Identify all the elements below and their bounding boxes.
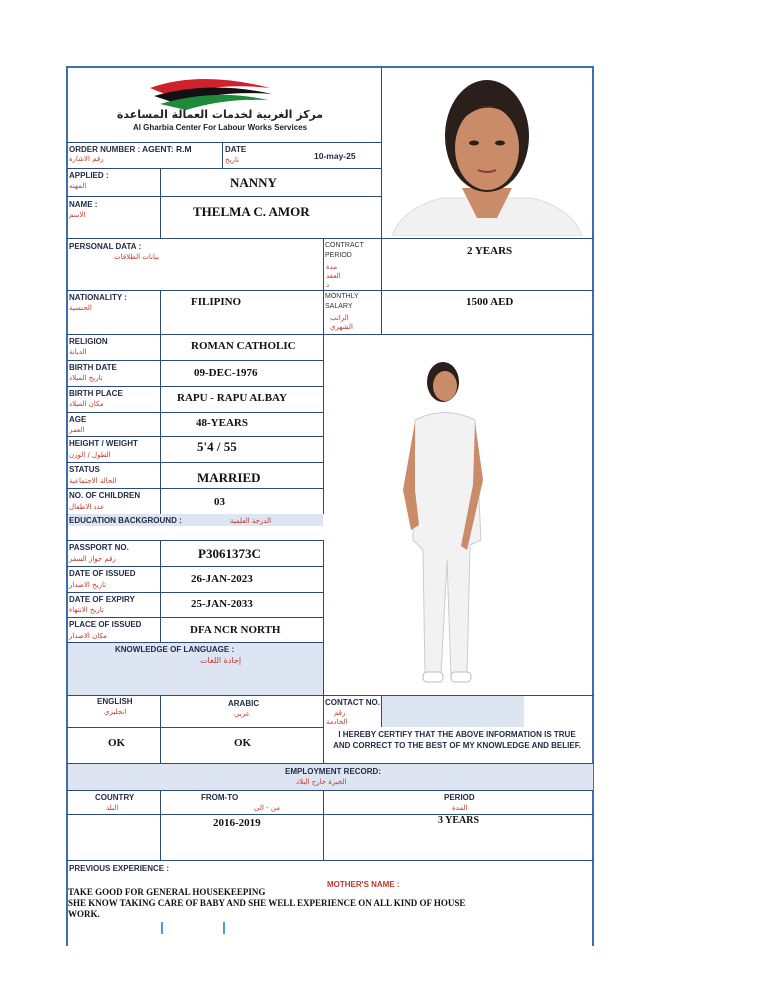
issue-date-label: DATE OF ISSUED	[69, 569, 136, 578]
language-label: KNOWLEDGE OF LANGUAGE :	[115, 645, 235, 654]
arabic-label-ar: عربي	[234, 710, 250, 718]
religion-value: ROMAN CATHOLIC	[191, 340, 296, 352]
salary-label-1: MONTHLY	[325, 293, 359, 300]
status-label: STATUS	[69, 465, 100, 474]
contract-label-ar-2: العقد	[326, 272, 341, 280]
issue-place-label: PLACE OF ISSUED	[69, 620, 142, 629]
order-number-value: AGENT: R.M	[142, 144, 192, 154]
english-label: ENGLISH	[97, 697, 133, 706]
children-value: 03	[214, 496, 225, 508]
salary-label-2: SALARY	[325, 303, 353, 310]
contract-label-2: PERIOD	[325, 252, 352, 259]
passport-no-label-ar: رقم جواز السفر	[69, 555, 116, 563]
contact-label: CONTACT NO.	[325, 698, 380, 707]
order-number-label: ORDER NUMBER :	[69, 145, 141, 154]
applied-value: NANNY	[230, 175, 277, 190]
name-label: NAME :	[69, 200, 98, 209]
from-to-label: FROM-TO	[201, 793, 239, 802]
passport-no-label: PASSPORT NO.	[69, 543, 129, 552]
birth-date-value: 09-DEC-1976	[194, 367, 258, 379]
previous-experience-label: PREVIOUS EXPERIENCE :	[69, 864, 170, 873]
date-label: DATE	[225, 145, 247, 154]
english-value: OK	[108, 737, 126, 749]
portrait-photo	[382, 68, 592, 236]
certification-text: I HEREBY CERTIFY THAT THE ABOVE INFORMATION IS TRUE AND CORRECT TO THE BEST OF MY KNOWLEDGE AND BELIEF.	[333, 730, 581, 750]
country-label-ar: البلد	[106, 804, 119, 812]
age-value: 48-YEARS	[196, 417, 248, 429]
issue-date-value: 26-JAN-2023	[191, 573, 253, 585]
applied-label: APPLIED :	[69, 171, 109, 180]
children-label-ar: عدد الاطفال	[69, 503, 105, 511]
personal-data-label-ar: بيانات الطلاقات	[114, 253, 160, 261]
status-label-ar: الحالة الاجتماعية	[69, 477, 117, 485]
passport-no-value: P3061373C	[198, 546, 261, 561]
birth-date-label: BIRTH DATE	[69, 363, 117, 372]
nationality-label-ar: الجنسية	[69, 304, 92, 312]
mothers-name-label: MOTHER'S NAME :	[327, 880, 400, 889]
salary-label-ar-1: الراتب	[330, 314, 349, 322]
expiry-date-label: DATE OF EXPIRY	[69, 595, 135, 604]
language-label-ar: إجادة اللغات	[200, 656, 242, 665]
religion-label-ar: الديانة	[69, 348, 87, 356]
expiry-date-value: 25-JAN-2033	[191, 598, 253, 610]
status-value: MARRIED	[197, 470, 261, 485]
education-label: EDUCATION BACKGROUND :	[69, 516, 182, 525]
experience-line-1: TAKE GOOD FOR GENERAL HOUSEKEEPING	[68, 887, 266, 897]
name-value: THELMA C. AMOR	[193, 204, 310, 219]
expiry-date-label-ar: تاريخ الانتهاء	[69, 606, 104, 614]
applied-label-ar: المهنه	[69, 182, 87, 190]
from-to-label-ar: من - الى	[254, 804, 280, 812]
order-number-label-ar: رقم الاشارة	[69, 155, 104, 163]
name-label-ar: الاسم	[69, 211, 86, 219]
personal-data-label: PERSONAL DATA :	[69, 242, 142, 251]
religion-label: RELIGION	[69, 337, 108, 346]
experience-line-2: SHE KNOW TAKING CARE OF BABY AND SHE WELL EXPERIENCE ON ALL KIND OF HOUSE	[68, 898, 466, 908]
birth-date-label-ar: تاريخ الميلاد	[69, 374, 103, 382]
center-name-arabic: مركز الغربية لخدمات العمالة المساعدة	[116, 108, 324, 121]
age-label: AGE	[69, 415, 87, 424]
english-label-ar: انجليزي	[104, 708, 127, 716]
contract-value: 2 YEARS	[467, 245, 513, 257]
contract-label-ar-3: د	[326, 281, 330, 289]
date-label-ar: تاريخ	[225, 156, 239, 164]
experience-line-3: WORK.	[68, 909, 100, 919]
country-label: COUNTRY	[95, 793, 135, 802]
height-weight-label-ar: الطول / الوزن	[69, 451, 111, 459]
period-label-ar: المدة	[452, 804, 468, 812]
contract-label-ar-1: مدة	[326, 263, 338, 271]
nationality-value: FILIPINO	[191, 296, 242, 308]
age-label-ar: العمر	[69, 426, 85, 434]
from-to-value: 2016-2019	[213, 817, 261, 829]
height-weight-label: HEIGHT / WEIGHT	[69, 439, 138, 448]
education-label-ar: الدرجة العلمية	[230, 517, 272, 525]
date-value: 10-may-25	[314, 151, 356, 161]
contact-label-ar-1: رقم	[334, 709, 346, 717]
height-weight-value: 5'4 / 55	[197, 439, 237, 454]
birth-place-value: RAPU - RAPU ALBAY	[177, 392, 287, 404]
issue-place-value: DFA NCR NORTH	[190, 624, 281, 636]
contact-value-box	[382, 696, 524, 727]
children-label: NO. OF CHILDREN	[69, 491, 141, 500]
employment-label-ar: الخبرة خارج البلاد	[296, 778, 347, 786]
salary-label-ar-2: الشهري	[330, 323, 353, 331]
issue-date-label-ar: تاريخ الاصدار	[69, 581, 107, 589]
full-body-photo	[395, 360, 515, 690]
bottom-tick-left	[161, 922, 163, 934]
employment-label: EMPLOYMENT RECORD:	[285, 767, 381, 776]
birth-place-label: BIRTH PLACE	[69, 389, 123, 398]
birth-place-label-ar: مكان الميلاد	[69, 400, 104, 408]
period-value: 3 YEARS	[438, 815, 480, 826]
salary-value: 1500 AED	[466, 296, 514, 308]
arabic-label: ARABIC	[228, 699, 260, 708]
bottom-tick-right	[223, 922, 225, 934]
contact-label-ar-2: الخادمة	[326, 718, 348, 726]
center-name-english: Al Gharbia Center For Labour Works Services	[132, 123, 308, 132]
contract-label-1: CONTRACT	[325, 242, 364, 249]
arabic-value: OK	[234, 737, 252, 749]
period-label: PERIOD	[444, 793, 475, 802]
nationality-label: NATIONALITY :	[69, 293, 127, 302]
issue-place-label-ar: مكان الاصدار	[69, 632, 107, 640]
